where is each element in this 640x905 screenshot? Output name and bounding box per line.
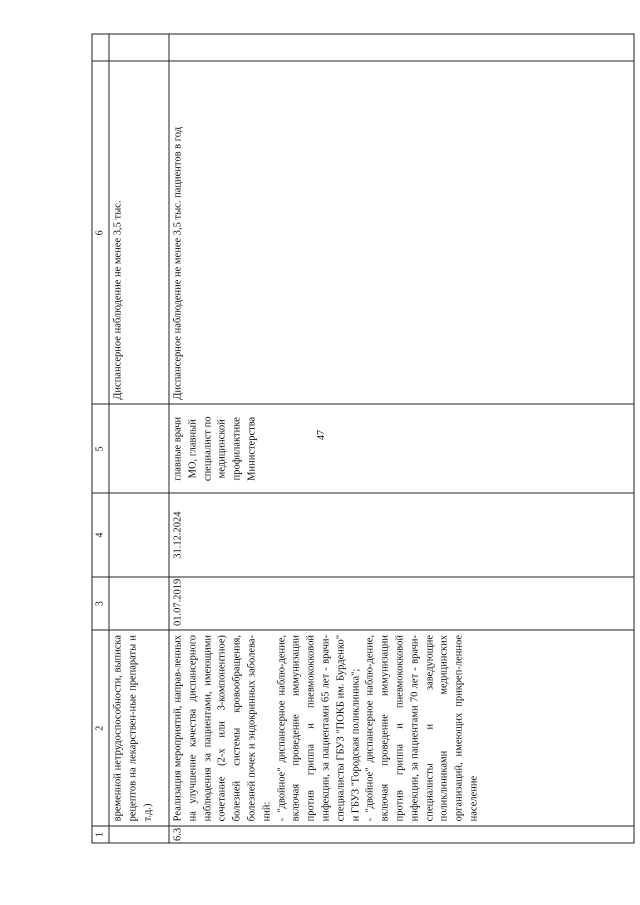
header-cell-5: 5 [92,404,109,493]
table-row [169,34,634,843]
continuation-end-cell [109,493,169,576]
row-result: Диспансерное наблюдение не менее 3,5 тыс. пациентов в год [169,61,634,404]
header-cell-4: 4 [92,493,109,576]
activities-table [92,34,635,844]
description-item-2: - "двойное" диспансерное наблю-дение, включая проведение иммунизации против гриппа и пневмококковой инфекции, за пациентами 70 лет - врачи-специалисты и заведующие поликлиниками медицинских организаций, имеющих прикреп-ленное население [364,634,480,822]
continuation-description-cell: временной нетрудоспособности, выписка рецептов на лекарствен-ные препараты и т.д.) [109,630,169,825]
continuation-number-cell [109,826,169,843]
header-cell-2: 2 [92,630,109,825]
header-cell-3: 3 [92,577,109,631]
continuation-result-cell: Диспансерное наблюдение не менее 3,5 тыс. [109,61,169,404]
header-cell-7 [92,34,109,61]
row-description [169,630,634,825]
description-item-1: - "двойное" диспансерное наблю-дение, включая проведение иммунизации против гриппа и пневмококковой инфекции, за пациентами 65 лет - врачи-специалисты ГБУЗ "ПОКБ им. Бурденко" и ГБУЗ "Городская поликлиника"; [276,634,362,822]
description-intro: Реализация мероприятий, направ-ленных на улучшение качества диспансерного наблюдения за пациентами, имеющими сочетание (2-х или 3-компонентное) болезней системы кровообращения, болезней почек и эндокринных заболева-ний: [172,634,273,822]
row-responsible: главные врачи МО, главный специалист по медицинской профилактике Министерства [169,404,634,493]
header-cell-1: 1 [92,826,109,843]
row-extra-cell [169,34,634,61]
continuation-start-cell [109,577,169,631]
continuation-responsible-cell [109,404,169,493]
row-number: 6.3 [169,826,634,843]
page-number: 47 [316,430,327,440]
header-row [92,34,109,843]
landscape-table-sheet [92,34,635,844]
row-start-date: 01.07.2019 [169,577,634,631]
row-end-date: 31.12.2024 [169,493,634,576]
continuation-extra-cell [109,34,169,61]
header-cell-6: 6 [92,61,109,404]
table-row [109,34,169,843]
